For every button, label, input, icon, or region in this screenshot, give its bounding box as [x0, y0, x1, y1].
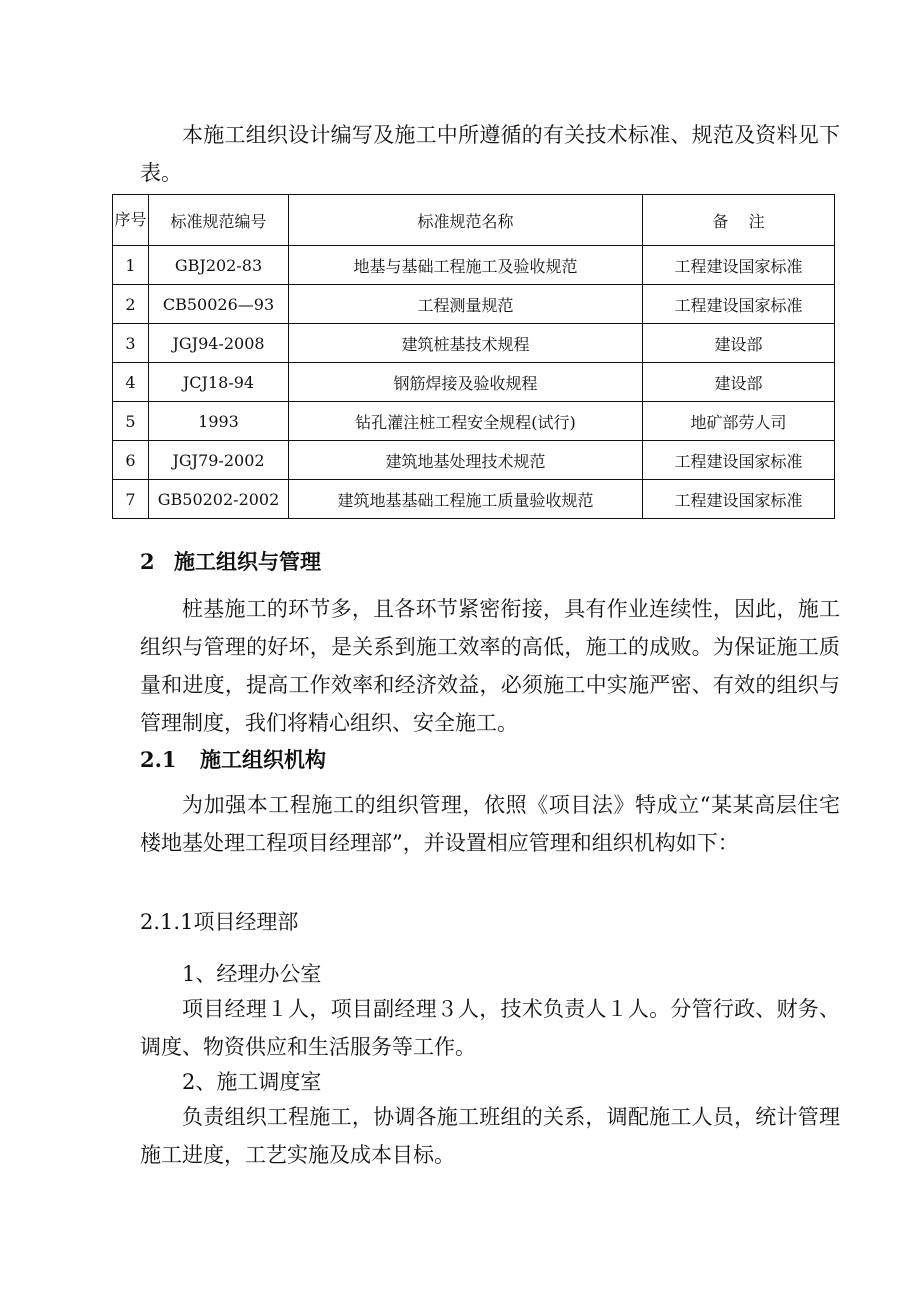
cell-seq: 5	[113, 402, 149, 441]
cell-note: 工程建设国家标准	[643, 246, 835, 285]
cell-name: 钢筋焊接及验收规程	[289, 363, 643, 402]
cell-seq: 7	[113, 480, 149, 519]
table-row	[113, 480, 835, 519]
table-row	[113, 363, 835, 402]
section-number: 2	[140, 549, 155, 574]
item-2-body: 负责组织工程施工，协调各施工班组的关系，调配施工人员，统计管理施工进度，工艺实施及成本目标。	[140, 1105, 840, 1167]
cell-name: 钻孔灌注桩工程安全规程(试行)	[289, 402, 643, 441]
table-header-row	[113, 195, 835, 246]
standards-table	[112, 194, 835, 519]
cell-seq: 1	[113, 246, 149, 285]
cell-name: 地基与基础工程施工及验收规范	[289, 246, 643, 285]
cell-code: JGJ94-2008	[149, 324, 289, 363]
cell-note: 建设部	[643, 324, 835, 363]
cell-code: JCJ18-94	[149, 363, 289, 402]
section-2-1-body: 为加强本工程施工的组织管理，依照《项目法》特成立“某某高层住宅楼地基处理工程项目经理部”，并设置相应管理和组织机构如下：	[140, 793, 840, 855]
cell-code: GBJ202-83	[149, 246, 289, 285]
section-title: 项目经理部	[193, 910, 299, 934]
section-number: 2.1.1	[140, 910, 194, 934]
cell-seq: 2	[113, 285, 149, 324]
cell-name: 建筑桩基技术规程	[289, 324, 643, 363]
section-number: 2.1	[140, 747, 177, 772]
cell-name: 建筑地基基础工程施工质量验收规范	[289, 480, 643, 519]
section-2-heading	[140, 546, 321, 576]
table-row	[113, 324, 835, 363]
cell-note: 建设部	[643, 363, 835, 402]
item-2-title: 2、施工调度室	[182, 1070, 322, 1094]
cell-note: 工程建设国家标准	[643, 480, 835, 519]
cell-name: 建筑地基处理技术规范	[289, 441, 643, 480]
section-title: 施工组织与管理	[174, 549, 321, 574]
cell-note: 工程建设国家标准	[643, 441, 835, 480]
header-seq: 序号	[113, 195, 149, 246]
item-1-title: 1、经理办公室	[182, 962, 322, 986]
header-note: 备 注	[643, 195, 835, 246]
cell-seq: 4	[113, 363, 149, 402]
section-title: 施工组织机构	[200, 747, 326, 772]
intro-paragraph: 本施工组织设计编写及施工中所遵循的有关技术标准、规范及资料见下表。	[140, 123, 840, 185]
header-code: 标准规范编号	[149, 195, 289, 246]
table-row	[113, 402, 835, 441]
cell-code: CB50026—93	[149, 285, 289, 324]
table-row	[113, 246, 835, 285]
section-2-body: 桩基施工的环节多，且各环节紧密衔接，具有作业连续性，因此，施工组织与管理的好坏，是关系到施工效率的高低，施工的成败。为保证施工质量和进度，提高工作效率和经济效益，必须施工中实施严密、有效的组织与管理制度，我们将精心组织、安全施工。	[140, 597, 840, 735]
header-name: 标准规范名称	[289, 195, 643, 246]
table-row	[113, 285, 835, 324]
cell-code: 1993	[149, 402, 289, 441]
item-1-body: 项目经理１人，项目副经理３人，技术负责人１人。分管行政、财务、调度、物资供应和生活服务等工作。	[140, 997, 840, 1059]
cell-name: 工程测量规范	[289, 285, 643, 324]
cell-code: JGJ79-2002	[149, 441, 289, 480]
section-2-1-1-heading	[140, 906, 298, 936]
cell-seq: 3	[113, 324, 149, 363]
cell-note: 工程建设国家标准	[643, 285, 835, 324]
table-row	[113, 441, 835, 480]
section-2-1-heading	[140, 744, 326, 774]
cell-code: GB50202-2002	[149, 480, 289, 519]
cell-seq: 6	[113, 441, 149, 480]
cell-note: 地矿部劳人司	[643, 402, 835, 441]
